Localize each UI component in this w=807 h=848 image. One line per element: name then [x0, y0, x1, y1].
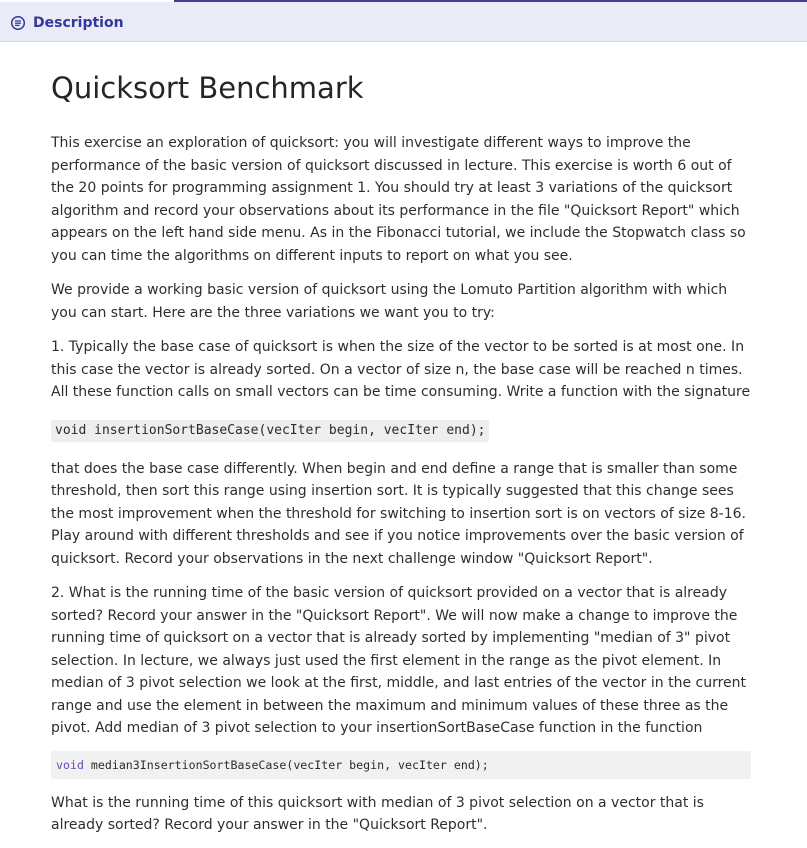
page-title: Quicksort Benchmark — [51, 71, 364, 105]
intro-paragraph: This exercise an exploration of quicksort: you will investigate different ways to improve the performance of the basic version of quicksort discussed in lecture. This exercise is worth 6 out of the 20 points for programming assignment 1. You should try at least 3 variations of the quicksort algorithm and record your observations about its performance in the file "Quicksort Report" which appears on the left hand side menu. As in the Fibonacci tutorial, we include the Stopwatch class so you can time the algorithms on different inputs to report on what you see. — [51, 135, 746, 264]
median3-question-paragraph: What is the running time of this quicksort with median of 3 pivot selection on a vector that is already sorted? Record your answer in the "Quicksort Report". — [51, 794, 704, 833]
insertion-sort-signature: void insertionSortBaseCase(vecIter begin, vecIter end); — [51, 420, 489, 442]
tab-description[interactable] — [10, 13, 124, 33]
top-tab-bar — [0, 0, 807, 42]
description-icon — [10, 15, 26, 31]
code-keyword: void — [56, 757, 84, 772]
variation-2-paragraph: 2. What is the running time of the basic version of quicksort provided on a vector that is already sorted? Record your answer in the "Quicksort Report". We will now make a change to improve the running time of quicksort on a vector that is already sorted by implementing "median of 3" pivot selection. In lecture, we always just used the first element in the range as the pivot element. In median of 3 pivot selection we look at the first, middle, and last entries of the vector in the current range and use the element in between the maximum and minimum values of these three as the pivot. Add median of 3 pivot selection to your insertionSortBaseCase function in the function — [51, 585, 747, 736]
lomuto-paragraph: We provide a working basic version of quicksort using the Lomuto Partition algorithm with which you can start. Here are the three variations we want you to try: — [51, 282, 728, 321]
code-signature: median3InsertionSortBaseCase(vecIter begin, vecIter end); — [83, 757, 489, 772]
median3-code-block — [51, 751, 751, 779]
variation-1-paragraph: 1. Typically the base case of quicksort is when the size of the vector to be sorted is at most one. In this case the vector is already sorted. On a vector of size n, the base case will be reached n times. All these function calls on small vectors can be time consuming. Write a function with the signature — [51, 339, 751, 400]
base-case-paragraph: that does the base case differently. When begin and end define a range that is smaller than some threshold, then sort this range using insertion sort. It is typically suggested that this change sees the most improvement when the threshold for switching to insertion sort is on vectors of size 8-16. Play around with different thresholds and see if you notice improvements over the basic version of quicksort. Record your observations in the next challenge window "Quicksort Report". — [51, 460, 747, 567]
tab-description-label: Description — [33, 15, 124, 31]
active-tab-indicator — [0, 0, 174, 2]
description-content — [51, 42, 751, 837]
